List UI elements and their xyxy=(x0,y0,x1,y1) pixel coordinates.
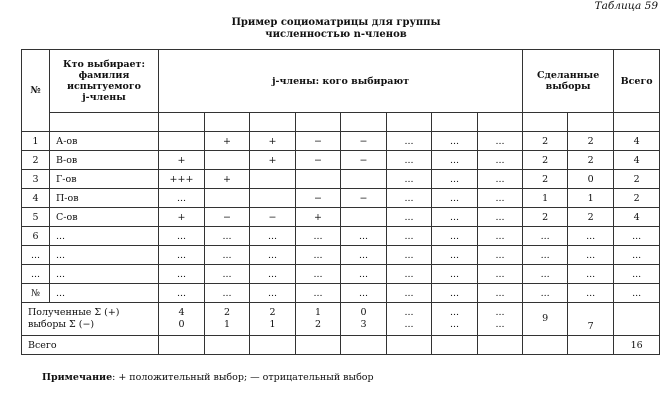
matrix-cell: ... xyxy=(387,246,432,265)
matrix-cell xyxy=(250,170,296,189)
matrix-cell: ... xyxy=(159,246,205,265)
matrix-cell: 2 xyxy=(568,132,614,151)
matrix-cell: 2 xyxy=(523,170,568,189)
total-row xyxy=(22,336,660,355)
matrix-cell: ... xyxy=(614,265,660,284)
matrix-cell: ... xyxy=(296,246,341,265)
matrix-cell: ... xyxy=(478,189,523,208)
row-number: 2 xyxy=(22,151,50,170)
matrix-cell: 4 xyxy=(614,132,660,151)
header-sub-cell xyxy=(159,113,205,132)
received-row xyxy=(22,303,660,336)
matrix-cell: + xyxy=(205,170,250,189)
row-name: А-ов xyxy=(50,132,159,151)
header-sub-cell xyxy=(250,113,296,132)
header-made-line: Сделанные xyxy=(536,70,600,81)
header-sub-cell xyxy=(341,113,387,132)
matrix-cell: ... xyxy=(387,170,432,189)
matrix-cell: − xyxy=(341,189,387,208)
matrix-cell: ... xyxy=(478,151,523,170)
row-name: Г-ов xyxy=(50,170,159,189)
matrix-cell: ... xyxy=(205,246,250,265)
header-number: № xyxy=(22,50,50,132)
received-cell xyxy=(250,303,296,336)
received-label-line: выборы Σ (−) xyxy=(28,319,95,330)
matrix-cell: ... xyxy=(568,227,614,246)
total-empty-cell xyxy=(432,336,478,355)
header-targets: j-члены: кого выбирают xyxy=(159,50,523,113)
matrix-cell: ... xyxy=(159,284,205,303)
table-body xyxy=(22,50,660,355)
matrix-cell: ... xyxy=(478,170,523,189)
matrix-cell: 0 xyxy=(568,170,614,189)
matrix-cell: − xyxy=(296,151,341,170)
matrix-cell: 2 xyxy=(568,151,614,170)
received-negative: 1 xyxy=(223,319,231,330)
total-empty-cell xyxy=(159,336,205,355)
header-sub-cell xyxy=(478,113,523,132)
header-sub-cell xyxy=(523,113,568,132)
matrix-cell: 2 xyxy=(614,189,660,208)
matrix-cell: ... xyxy=(387,208,432,227)
matrix-cell: ... xyxy=(523,227,568,246)
row-number: 5 xyxy=(22,208,50,227)
row-number: 6 xyxy=(22,227,50,246)
received-positive: ... xyxy=(495,307,505,318)
header-chooser-line: j-члены xyxy=(82,92,126,103)
made-positive-sum: 9 xyxy=(523,303,568,336)
row-number: ... xyxy=(22,265,50,284)
header-chooser-line: Кто выбирает: xyxy=(63,59,145,70)
table-row xyxy=(22,208,660,227)
total-empty-cell xyxy=(341,336,387,355)
matrix-cell: 1 xyxy=(523,189,568,208)
matrix-cell: − xyxy=(341,132,387,151)
received-negative: 2 xyxy=(314,319,322,330)
table-row xyxy=(22,170,660,189)
matrix-cell: ... xyxy=(478,132,523,151)
received-positive: ... xyxy=(449,307,460,318)
row-name: ... xyxy=(50,227,159,246)
matrix-cell: 2 xyxy=(614,170,660,189)
matrix-cell: 1 xyxy=(568,189,614,208)
matrix-cell: ... xyxy=(432,246,478,265)
received-negative: 3 xyxy=(360,319,367,330)
header-sub-cell xyxy=(50,113,159,132)
matrix-cell: ... xyxy=(478,208,523,227)
table-row xyxy=(22,132,660,151)
matrix-cell: ... xyxy=(341,265,387,284)
row-name: ... xyxy=(50,246,159,265)
matrix-cell: ... xyxy=(387,265,432,284)
matrix-cell: − xyxy=(205,208,250,227)
matrix-cell xyxy=(159,132,205,151)
row-number: 3 xyxy=(22,170,50,189)
received-positive: 2 xyxy=(223,307,231,318)
header-chooser xyxy=(50,50,159,113)
matrix-cell: + xyxy=(250,151,296,170)
row-name: ... xyxy=(50,265,159,284)
row-number: ... xyxy=(22,246,50,265)
received-total-cell xyxy=(614,303,660,336)
matrix-cell: ... xyxy=(296,227,341,246)
matrix-cell: ... xyxy=(250,265,296,284)
made-negative-sum: 7 xyxy=(568,303,614,336)
matrix-cell: 2 xyxy=(523,151,568,170)
matrix-cell: 2 xyxy=(523,208,568,227)
received-cell xyxy=(432,303,478,336)
table-row xyxy=(22,246,660,265)
matrix-cell: ... xyxy=(296,265,341,284)
total-empty-cell xyxy=(205,336,250,355)
header-sub-cell xyxy=(205,113,250,132)
header-sub-cell xyxy=(614,113,660,132)
matrix-cell: + xyxy=(296,208,341,227)
header-made-line: выборы xyxy=(545,81,591,92)
received-cell xyxy=(341,303,387,336)
header-row xyxy=(22,50,660,113)
matrix-cell: ... xyxy=(205,227,250,246)
caption-line-1: Пример социоматрицы для группы xyxy=(231,17,441,28)
total-empty-cell xyxy=(387,336,432,355)
matrix-cell: − xyxy=(341,151,387,170)
matrix-cell: ... xyxy=(432,284,478,303)
matrix-cell: ... xyxy=(387,189,432,208)
matrix-cell: + xyxy=(250,132,296,151)
matrix-cell: ... xyxy=(432,132,478,151)
row-name: ... xyxy=(50,284,159,303)
table-row xyxy=(22,284,660,303)
received-negative: ... xyxy=(495,319,505,330)
header-total: Всего xyxy=(614,50,660,113)
matrix-cell: 2 xyxy=(523,132,568,151)
received-positive: 2 xyxy=(269,307,276,318)
matrix-cell: ... xyxy=(250,227,296,246)
matrix-cell: ... xyxy=(250,284,296,303)
total-empty-cell xyxy=(568,336,614,355)
matrix-cell: ... xyxy=(432,151,478,170)
header-chooser-line: испытуемого xyxy=(66,81,142,92)
header-sub-cell xyxy=(387,113,432,132)
matrix-cell: ... xyxy=(159,227,205,246)
matrix-cell: − xyxy=(250,208,296,227)
matrix-cell: 2 xyxy=(568,208,614,227)
matrix-cell: ... xyxy=(387,284,432,303)
matrix-cell: ... xyxy=(296,284,341,303)
row-number: 1 xyxy=(22,132,50,151)
matrix-cell: ... xyxy=(432,189,478,208)
note-label: Примечание xyxy=(42,372,113,383)
matrix-cell: ... xyxy=(387,227,432,246)
matrix-cell: ... xyxy=(568,265,614,284)
total-empty-cell xyxy=(523,336,568,355)
matrix-cell: +++ xyxy=(159,170,205,189)
matrix-cell: − xyxy=(296,132,341,151)
matrix-cell xyxy=(205,189,250,208)
matrix-cell xyxy=(341,170,387,189)
matrix-cell xyxy=(341,208,387,227)
matrix-cell: ... xyxy=(523,284,568,303)
matrix-cell: ... xyxy=(478,227,523,246)
received-positive: 4 xyxy=(178,307,185,318)
header-sub-cell xyxy=(568,113,614,132)
received-positive: 1 xyxy=(314,307,322,318)
received-cell xyxy=(296,303,341,336)
received-positive: 0 xyxy=(360,307,367,318)
received-negative: 1 xyxy=(269,319,276,330)
table-row xyxy=(22,151,660,170)
table-caption xyxy=(0,17,672,41)
matrix-cell: ... xyxy=(523,246,568,265)
matrix-cell: − xyxy=(296,189,341,208)
header-chooser-line: фамилия xyxy=(78,70,130,81)
matrix-cell: + xyxy=(205,132,250,151)
matrix-cell xyxy=(250,189,296,208)
received-negative: 0 xyxy=(178,319,185,330)
matrix-cell: ... xyxy=(159,189,205,208)
table-row xyxy=(22,189,660,208)
matrix-cell: ... xyxy=(205,284,250,303)
matrix-cell xyxy=(296,170,341,189)
sociomatrix-table xyxy=(21,49,660,355)
matrix-cell: + xyxy=(159,208,205,227)
matrix-cell: ... xyxy=(478,284,523,303)
total-empty-cell xyxy=(296,336,341,355)
matrix-cell xyxy=(205,151,250,170)
grand-total: 16 xyxy=(614,336,660,355)
matrix-cell: ... xyxy=(432,265,478,284)
matrix-cell: 4 xyxy=(614,151,660,170)
note-text: : + положительный выбор; — отрицательный выбор xyxy=(112,372,374,383)
total-label: Всего xyxy=(22,336,159,355)
matrix-cell: ... xyxy=(478,265,523,284)
row-number: № xyxy=(22,284,50,303)
matrix-cell: ... xyxy=(614,284,660,303)
total-empty-cell xyxy=(478,336,523,355)
matrix-cell: ... xyxy=(341,227,387,246)
row-number: 4 xyxy=(22,189,50,208)
matrix-cell: 4 xyxy=(614,208,660,227)
matrix-cell: ... xyxy=(250,246,296,265)
row-name: В-ов xyxy=(50,151,159,170)
received-label-line: Полученные Σ (+) xyxy=(28,307,120,318)
table-number: Таблица 59 xyxy=(594,0,658,12)
caption-line-2: численностью n-членов xyxy=(265,29,407,40)
received-label xyxy=(22,303,159,336)
received-cell xyxy=(478,303,523,336)
matrix-cell: ... xyxy=(341,246,387,265)
header-made-choices xyxy=(523,50,614,113)
matrix-cell: ... xyxy=(614,227,660,246)
received-negative: ... xyxy=(449,319,460,330)
received-cell xyxy=(159,303,205,336)
row-name: С-ов xyxy=(50,208,159,227)
table-row xyxy=(22,227,660,246)
received-cell xyxy=(387,303,432,336)
matrix-cell: ... xyxy=(205,265,250,284)
table-note xyxy=(42,372,374,383)
header-sub-cell xyxy=(296,113,341,132)
matrix-cell: ... xyxy=(387,151,432,170)
header-sub-cell xyxy=(432,113,478,132)
matrix-cell: ... xyxy=(432,170,478,189)
matrix-cell: ... xyxy=(432,208,478,227)
row-name: П-ов xyxy=(50,189,159,208)
header-subrow xyxy=(22,113,660,132)
received-negative: ... xyxy=(404,319,414,330)
matrix-cell: ... xyxy=(568,284,614,303)
received-cell xyxy=(205,303,250,336)
matrix-cell: ... xyxy=(478,246,523,265)
matrix-cell: ... xyxy=(159,265,205,284)
matrix-cell: ... xyxy=(387,132,432,151)
matrix-cell: ... xyxy=(341,284,387,303)
received-positive: ... xyxy=(404,307,414,318)
total-empty-cell xyxy=(250,336,296,355)
matrix-cell: ... xyxy=(432,227,478,246)
matrix-cell: ... xyxy=(523,265,568,284)
matrix-cell: + xyxy=(159,151,205,170)
table-row xyxy=(22,265,660,284)
matrix-cell: ... xyxy=(614,246,660,265)
matrix-cell: ... xyxy=(568,246,614,265)
